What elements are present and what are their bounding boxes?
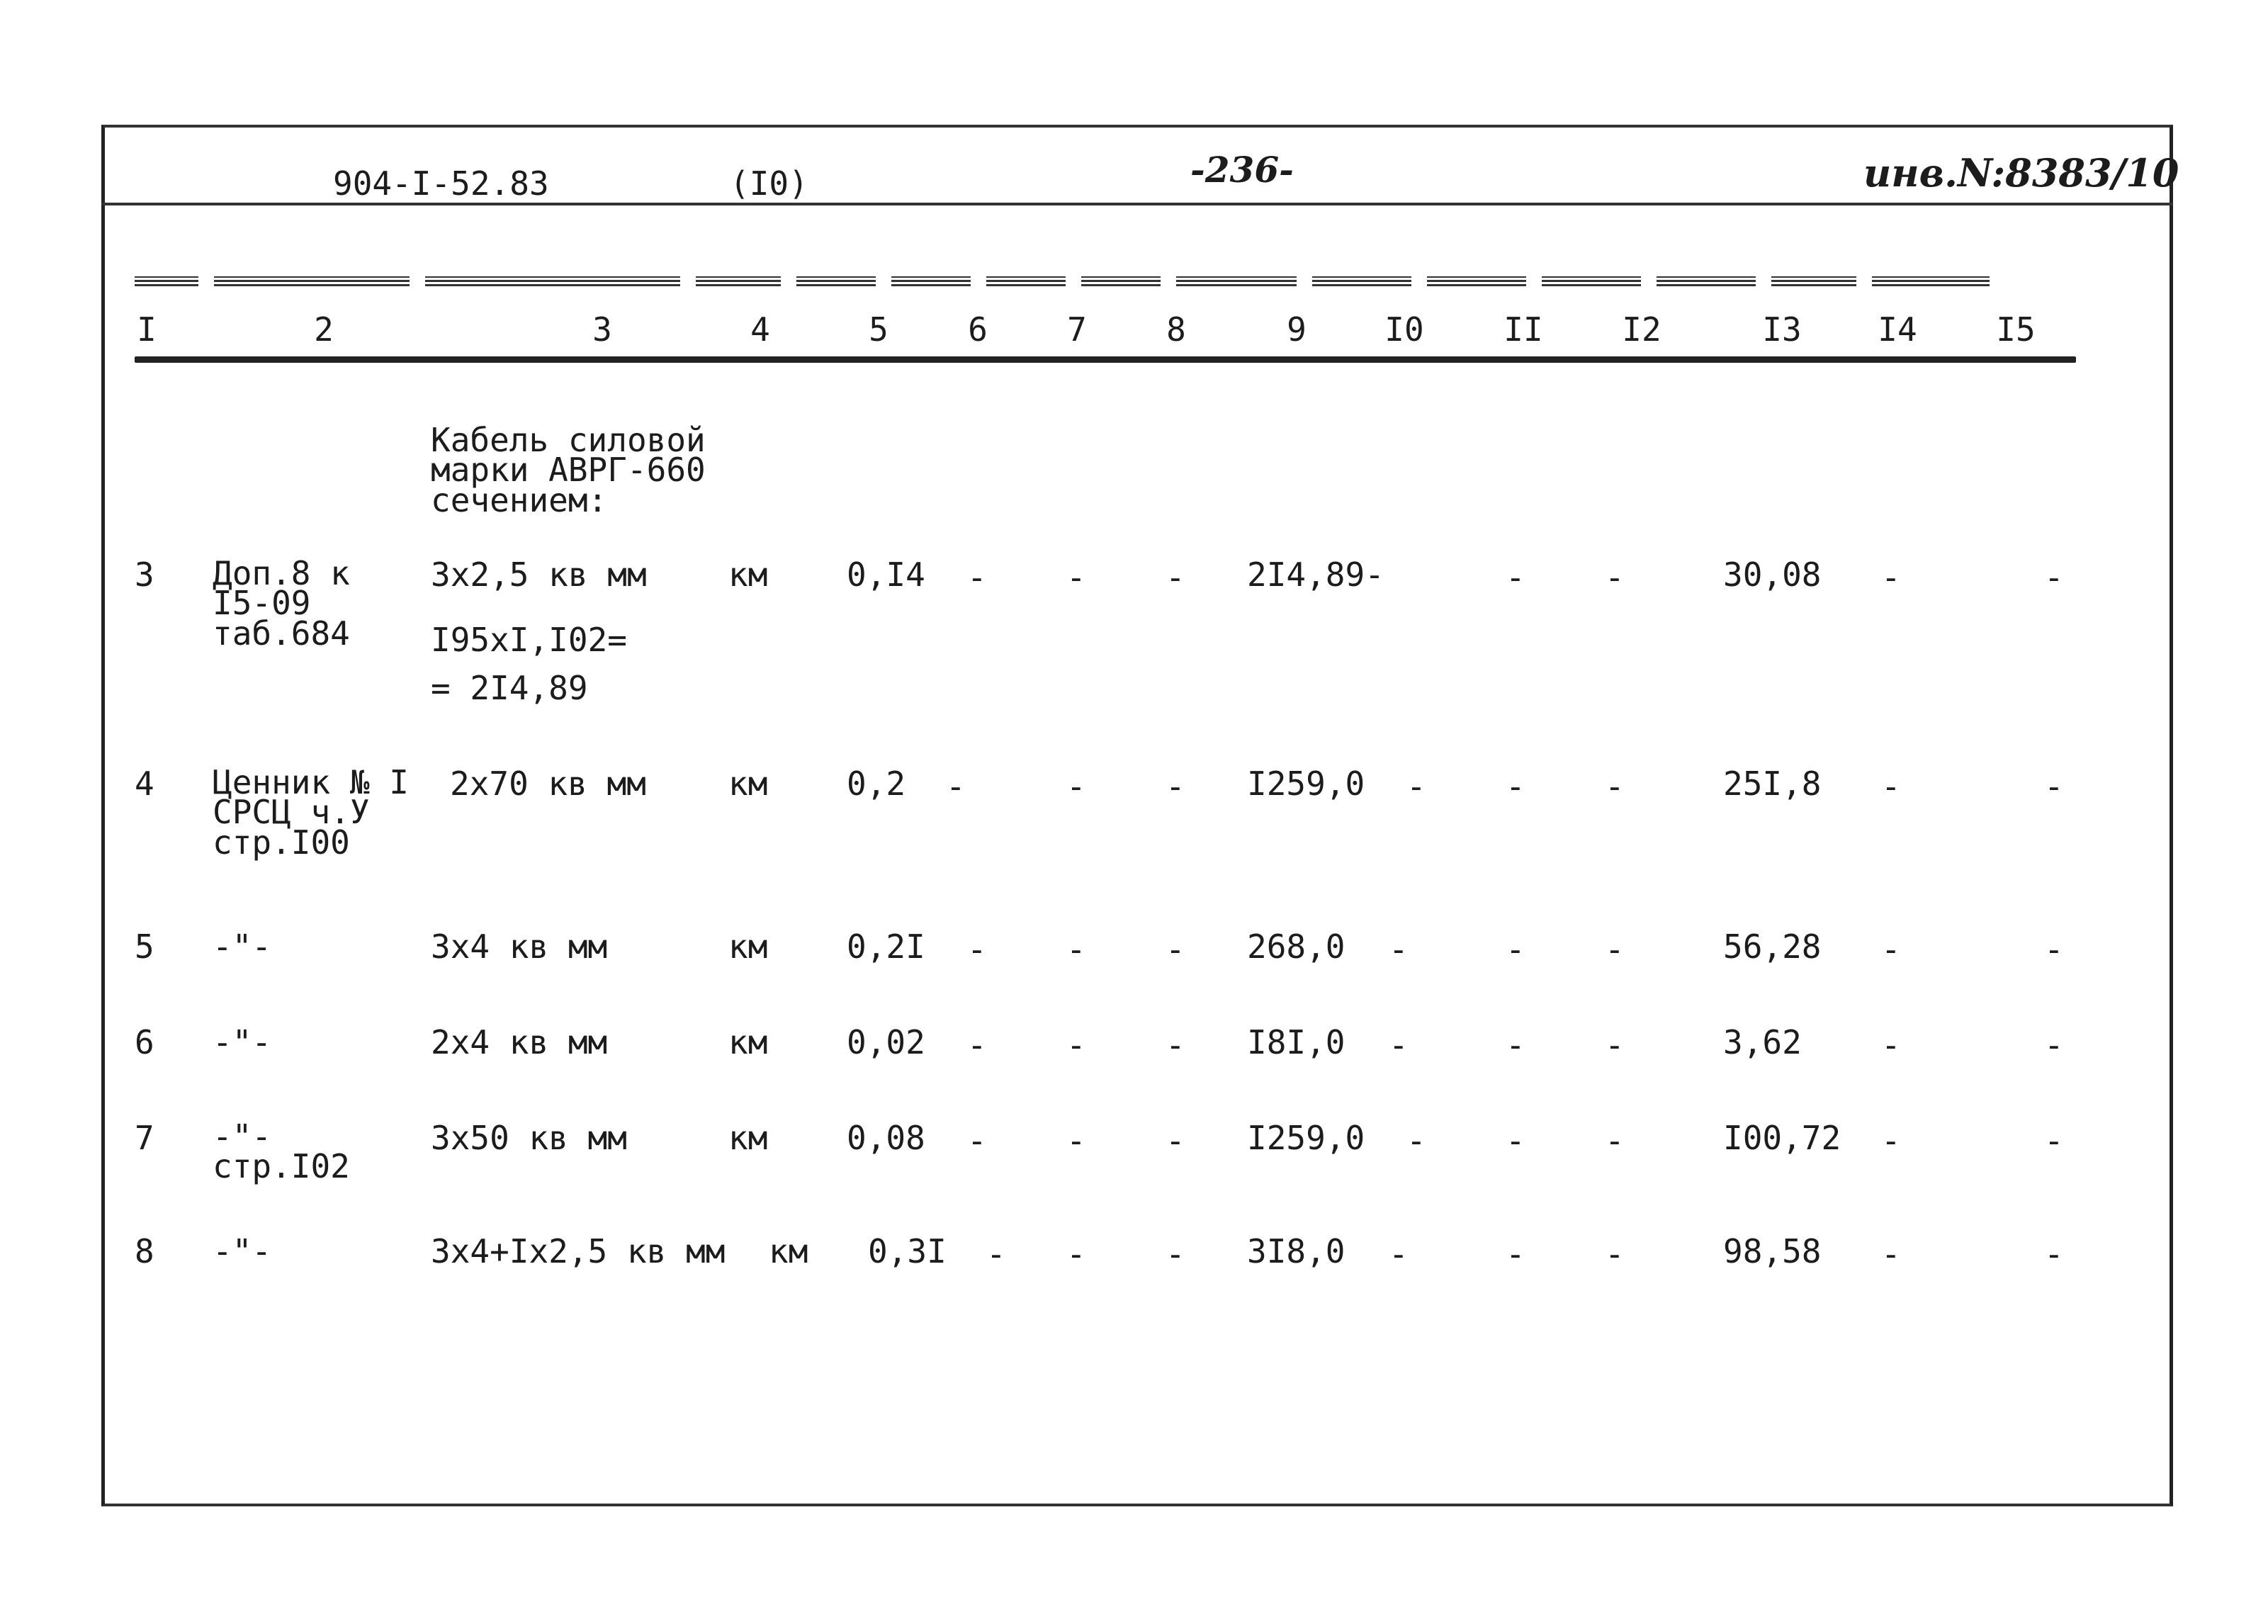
header-bottom-rule xyxy=(135,356,2076,363)
row-quantity: 0,I4 xyxy=(847,556,925,594)
row-basis: -"- xyxy=(213,1023,272,1061)
row-basis xyxy=(213,763,409,862)
row-col15: - xyxy=(2044,1235,2064,1273)
column-number-6: 6 xyxy=(968,310,988,349)
row-col14: - xyxy=(1881,1122,1901,1160)
row-col8: - xyxy=(1166,767,1185,806)
row-total: 98,58 xyxy=(1723,1232,1822,1270)
column-number-11: II xyxy=(1503,310,1543,349)
row-price: 3I8,0 xyxy=(1247,1232,1345,1270)
basis-line: стр.I00 xyxy=(213,823,350,862)
row-unit: км xyxy=(769,1232,808,1270)
row-number: 6 xyxy=(135,1023,154,1061)
row-price: I8I,0 xyxy=(1247,1023,1345,1061)
basis-line: Ценник № I xyxy=(213,763,409,801)
row-col10: - xyxy=(1389,930,1409,969)
row-col11: - xyxy=(1506,930,1525,969)
row-calc-line: I95xI,I02= xyxy=(431,621,627,659)
column-number-4: 4 xyxy=(750,310,770,349)
row-col15: - xyxy=(2044,767,2064,806)
row-number: 5 xyxy=(135,927,154,966)
column-number-9: 9 xyxy=(1287,310,1307,349)
intro-text xyxy=(431,421,706,519)
row-col7: - xyxy=(1066,1026,1086,1064)
row-col14: - xyxy=(1881,930,1901,969)
row-col8: - xyxy=(1166,558,1185,597)
row-name: 3x4+Ix2,5 кв мм xyxy=(431,1232,726,1270)
row-col11: - xyxy=(1506,1026,1525,1064)
row-basis xyxy=(213,1117,350,1186)
row-number: 7 xyxy=(135,1119,154,1157)
inventory-number: инв.N:8383/10 xyxy=(1863,150,2179,196)
row-col10: - xyxy=(1406,767,1426,806)
row-quantity: 0,08 xyxy=(847,1119,925,1157)
column-number-10: I0 xyxy=(1384,310,1424,349)
column-number-2: 2 xyxy=(314,310,334,349)
row-col14: - xyxy=(1881,558,1901,597)
row-unit: км xyxy=(728,1119,768,1157)
row-price: 2I4,89- xyxy=(1247,556,1384,594)
row-col6: - xyxy=(946,767,966,806)
intro-line: сечением: xyxy=(431,480,608,519)
row-price: 268,0 xyxy=(1247,927,1345,966)
column-number-8: 8 xyxy=(1166,310,1186,349)
row-total: 3,62 xyxy=(1723,1023,1802,1061)
row-col11: - xyxy=(1506,558,1525,597)
document-frame xyxy=(101,125,2173,1506)
row-col15: - xyxy=(2044,1026,2064,1064)
row-col7: - xyxy=(1066,767,1086,806)
row-name: 3x2,5 кв мм xyxy=(431,556,647,594)
row-col8: - xyxy=(1166,1235,1185,1273)
row-quantity: 0,2I xyxy=(847,927,925,966)
row-col12: - xyxy=(1605,1026,1625,1064)
row-col10: - xyxy=(1389,1026,1409,1064)
column-dash-line xyxy=(135,276,2076,288)
row-col10: - xyxy=(1406,1122,1426,1160)
row-col15: - xyxy=(2044,930,2064,969)
row-name: 2x4 кв мм xyxy=(431,1023,608,1061)
row-col6: - xyxy=(967,1026,987,1064)
row-col6: - xyxy=(986,1235,1006,1273)
basis-line: таб.684 xyxy=(213,614,350,653)
row-col12: - xyxy=(1605,767,1625,806)
row-quantity: 0,02 xyxy=(847,1023,925,1061)
row-col12: - xyxy=(1605,558,1625,597)
column-number-13: I3 xyxy=(1762,310,1802,349)
row-quantity: 0,2 xyxy=(847,765,906,803)
row-calc-line: = 2I4,89 xyxy=(431,669,588,707)
column-number-1: I xyxy=(137,310,157,349)
row-col6: - xyxy=(967,930,987,969)
column-number-12: I2 xyxy=(1622,310,1661,349)
basis-line: I5-09 xyxy=(213,584,311,623)
row-total: 25I,8 xyxy=(1723,765,1822,803)
row-quantity: 0,3I xyxy=(868,1232,947,1270)
row-name: 3x50 кв мм xyxy=(431,1119,627,1157)
row-col11: - xyxy=(1506,767,1525,806)
row-col7: - xyxy=(1066,930,1086,969)
row-unit: км xyxy=(728,1023,768,1061)
section-number: (I0) xyxy=(730,164,808,203)
row-basis xyxy=(213,554,350,653)
row-col15: - xyxy=(2044,558,2064,597)
column-number-7: 7 xyxy=(1067,310,1087,349)
row-col7: - xyxy=(1066,558,1086,597)
row-number: 4 xyxy=(135,765,154,803)
row-name: 2x70 кв мм xyxy=(450,765,646,803)
row-unit: км xyxy=(728,556,768,594)
row-col7: - xyxy=(1066,1122,1086,1160)
row-col12: - xyxy=(1605,1122,1625,1160)
basis-line: -"- xyxy=(213,1117,272,1156)
row-unit: км xyxy=(728,765,768,803)
row-col11: - xyxy=(1506,1235,1525,1273)
row-col15: - xyxy=(2044,1122,2064,1160)
row-col14: - xyxy=(1881,767,1901,806)
row-price: I259,0 xyxy=(1247,765,1365,803)
row-price: I259,0 xyxy=(1247,1119,1365,1157)
row-total: I00,72 xyxy=(1723,1119,1841,1157)
row-basis: -"- xyxy=(213,1232,272,1270)
row-total: 30,08 xyxy=(1723,556,1822,594)
row-total: 56,28 xyxy=(1723,927,1822,966)
row-col8: - xyxy=(1166,1026,1185,1064)
row-col8: - xyxy=(1166,1122,1185,1160)
column-number-14: I4 xyxy=(1878,310,1917,349)
document-code: 904-I-52.83 xyxy=(333,164,549,203)
column-number-15: I5 xyxy=(1996,310,2036,349)
row-col14: - xyxy=(1881,1026,1901,1064)
basis-line: Доп.8 к xyxy=(213,554,350,592)
basis-line: стр.I02 xyxy=(213,1147,350,1186)
row-name: 3x4 кв мм xyxy=(431,927,608,966)
row-col12: - xyxy=(1605,930,1625,969)
column-number-5: 5 xyxy=(869,310,888,349)
row-number: 3 xyxy=(135,556,154,594)
row-col11: - xyxy=(1506,1122,1525,1160)
row-unit: км xyxy=(728,927,768,966)
row-col8: - xyxy=(1166,930,1185,969)
header-divider xyxy=(101,203,2173,205)
row-col6: - xyxy=(967,558,987,597)
row-col10: - xyxy=(1389,1235,1409,1273)
row-col14: - xyxy=(1881,1235,1901,1273)
row-col6: - xyxy=(967,1122,987,1160)
row-col7: - xyxy=(1066,1235,1086,1273)
column-number-3: 3 xyxy=(592,310,612,349)
intro-line: марки АВРГ-660 xyxy=(431,451,706,490)
row-basis: -"- xyxy=(213,927,272,966)
page-number: -236- xyxy=(1190,149,1294,191)
basis-line: СРСЦ ч.У xyxy=(213,793,370,832)
row-number: 8 xyxy=(135,1232,154,1270)
row-col12: - xyxy=(1605,1235,1625,1273)
intro-line: Кабель силовой xyxy=(431,421,706,459)
